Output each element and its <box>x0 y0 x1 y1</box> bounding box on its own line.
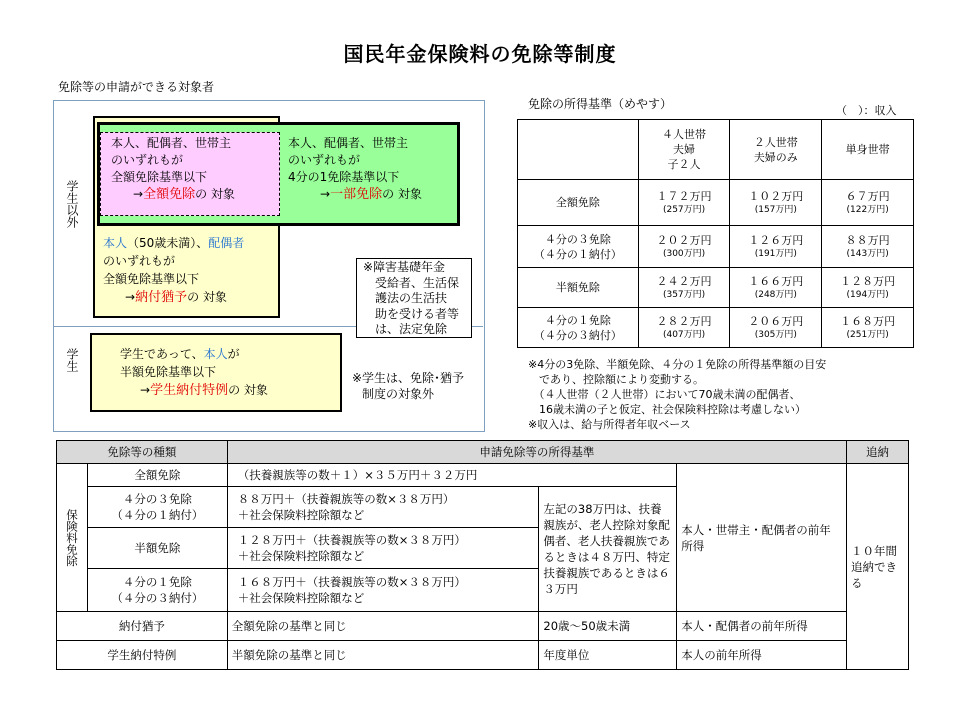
income-header-single: 単身世帯 <box>822 120 914 180</box>
header-kind: 免除等の種類 <box>57 441 228 464</box>
income-row-label: ４分の３免除 （４分の１納付） <box>518 226 639 268</box>
page-title: 国民年金保険料の免除等制度 <box>343 42 617 66</box>
income-unit-note: （ ）：収入 <box>836 104 897 117</box>
table-row <box>57 464 909 487</box>
student-note: ※学生は、免除･猶予 制度の対象外 <box>352 371 465 401</box>
income-row: ４分の１免除 （４分の３納付） ２８２万円 (407万円) ２０６万円 (305万円) １６８万円 (251万円) <box>518 308 914 348</box>
student-label: 学生 <box>65 348 79 372</box>
back-payment-cell: １０年間追納できる <box>847 464 909 670</box>
income-heading: 免除の所得基準（めやす） <box>528 97 673 111</box>
income-row: 全額免除 １７２万円 (257万円) １０２万円 (157万円) ６７万円 (122万円) <box>518 180 914 226</box>
table-row: 納付猶予 全額免除の基準と同じ 20歳～50歳未満 本人・配偶者の前年所得 <box>57 612 909 641</box>
disability-note: ※障害基礎年金 受給者、生活保 護法の生活扶 助を受ける者等 は、法定免除 <box>356 258 472 338</box>
income-row: 半額免除 ２４２万円 (357万円) １６６万円 (248万円) １２８万円 (194万円) <box>518 268 914 308</box>
criteria-full: （扶養親族等の数＋１）×３５万円＋３２万円 <box>227 464 676 487</box>
table-row: 半額免除 １２８万円＋（扶養親族等の数×３８万円） ＋社会保険料控除額など <box>57 528 909 569</box>
full-exemption-text: 本人、配偶者、世帯主 のいずれもが 全額免除基準以下 →全額免除の 対象 <box>111 136 235 202</box>
partial-exemption-text: 本人、配偶者、世帯主 のいずれもが 4分の1免除基準以下 →一部免除の 対象 <box>288 136 422 202</box>
income-header-corner <box>518 120 639 180</box>
table-row: ４分の１免除 （４分の３納付） １６８万円＋（扶養親族等の数×３８万円） ＋社会保険料控除額など <box>57 569 909 612</box>
income-notes: ※4分の3免除、半額免除、４分の１免除の所得基準額の目安 であり、控除額により変動する。 （４人世帯（２人世帯）において70歳未満の配偶者、 16歳未満の子と仮定、社会保険料控除は考慮しない） ※収入は、給与所得者年収ベース <box>528 358 827 431</box>
kind-full: 全額免除 <box>87 464 227 487</box>
exemption-criteria-table <box>56 440 909 670</box>
header-criteria: 申請免除等の所得基準 <box>227 441 846 464</box>
table-row: 学生納付特例 半額免除の基準と同じ 年度単位 本人の前年所得 <box>57 641 909 670</box>
income-row-label: 半額免除 <box>518 268 639 308</box>
income-row-label: ４分の１免除 （４分の３納付） <box>518 308 639 348</box>
student-text: 学生であって、本人が 半額免除基準以下 →学生納付特例の 対象 <box>120 347 268 398</box>
deferral-text: 本人（50歳未満）、配偶者 のいずれもが 全額免除基準以下 →納付猶予の 対象 <box>103 236 245 305</box>
income-header-2person: ２人世帯 夫婦のみ <box>730 120 822 180</box>
eligibility-heading: 免除等の申請ができる対象者 <box>58 80 215 94</box>
income-row-label: 全額免除 <box>518 180 639 226</box>
group-label-cell: 保険料免除 <box>57 464 88 612</box>
nonstudent-label: 学生以外 <box>65 180 79 228</box>
table-row: ４分の３免除 （４分の１納付） ８８万円＋（扶養親族等の数×３８万円） ＋社会保険料控除額など 左記の38万円は、扶養親族が、老人控除対象配偶者、老人扶養親族であるときは４８万円、特定扶養親族であるときは６３万円 <box>57 487 909 528</box>
income-row: ４分の３免除 （４分の１納付） ２０２万円 (300万円) １２６万円 (191万円) ８８万円 (143万円) <box>518 226 914 268</box>
income-header-4person: ４人世帯 夫婦 子２人 <box>638 120 730 180</box>
income-basis-cell: 本人・世帯主・配偶者の前年所得 <box>677 464 847 612</box>
income-table <box>517 119 914 348</box>
header-back-payment: 追納 <box>847 441 909 464</box>
side-note-cell: 左記の38万円は、扶養親族が、老人控除対象配偶者、老人扶養親族であるときは４８万円、特定扶養親族であるときは６３万円 <box>539 487 677 612</box>
